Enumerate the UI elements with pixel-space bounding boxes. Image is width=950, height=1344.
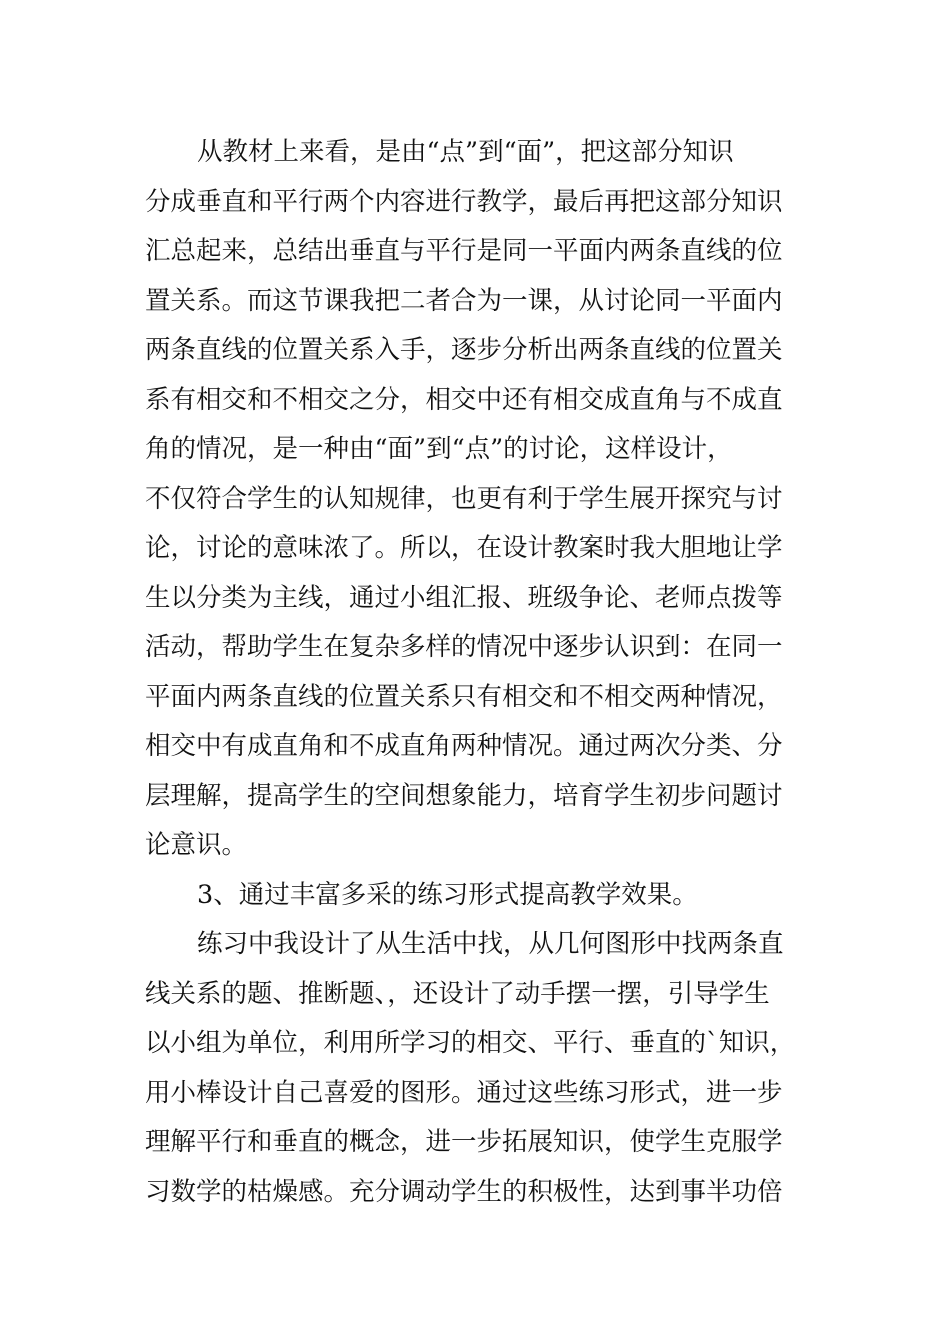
text-line: 置关系。而这节课我把二者合为一课，从讨论同一平面内 <box>145 285 783 316</box>
text-line: 习数学的枯燥感。充分调动学生的积极性，达到事半功倍 <box>145 1176 783 1207</box>
paragraph <box>145 920 810 1217</box>
text-line: 汇总起来，总结出垂直与平行是同一平面内两条直线的位 <box>145 236 783 266</box>
text-line: 论意识。 <box>145 830 248 860</box>
text-line: 不仅符合学生的认知规律，也更有利于学生展开探究与讨 <box>145 483 783 514</box>
text-line: 生以分类为主线，通过小组汇报、班级争论、老师点拨等 <box>145 582 783 613</box>
document-body <box>145 128 810 1217</box>
text-line: 平面内两条直线的位置关系只有相交和不相交两种情况， <box>145 681 783 712</box>
text-line: 从教材上来看，是由“点”到“面”，把这部分知识 <box>197 137 734 167</box>
text-line: 理解平行和垂直的概念，进一步拓展知识，使学生克服学 <box>145 1127 783 1157</box>
text-line: 活动，帮助学生在复杂多样的情况中逐步认识到：在同一 <box>145 632 783 662</box>
text-line: 层理解，提高学生的空间想象能力，培育学生初步问题讨 <box>145 780 783 811</box>
text-line: 相交中有成直角和不成直角两种情况。通过两次分类、分 <box>145 731 783 761</box>
text-line: 系有相交和不相交之分，相交中还有相交成直角与不成直 <box>145 384 783 415</box>
text-line: 线关系的题、推断题、，还设计了动手摆一摆，引导学生 <box>145 978 770 1009</box>
paragraph <box>145 128 810 871</box>
section-heading: 3、通过丰富多采的练习形式提高教学效果。 <box>197 879 698 910</box>
text-line: 角的情况，是一种由“面”到“点”的讨论，这样设计， <box>145 434 733 464</box>
text-line: 练习中我设计了从生活中找，从几何图形中找两条直 <box>197 929 784 959</box>
text-line: 两条直线的位置关系入手，逐步分析出两条直线的位置关 <box>145 335 783 365</box>
paragraph <box>145 871 810 921</box>
text-line: 用小棒设计自己喜爱的图形。通过这些练习形式，进一步 <box>145 1077 783 1108</box>
text-line: 分成垂直和平行两个内容进行教学，最后再把这部分知识 <box>145 186 783 217</box>
text-line: 以小组为单位，利用所学习的相交、平行、垂直的`知识， <box>145 1028 796 1058</box>
text-line: 论，讨论的意味浓了。所以，在设计教案时我大胆地让学 <box>145 533 783 563</box>
